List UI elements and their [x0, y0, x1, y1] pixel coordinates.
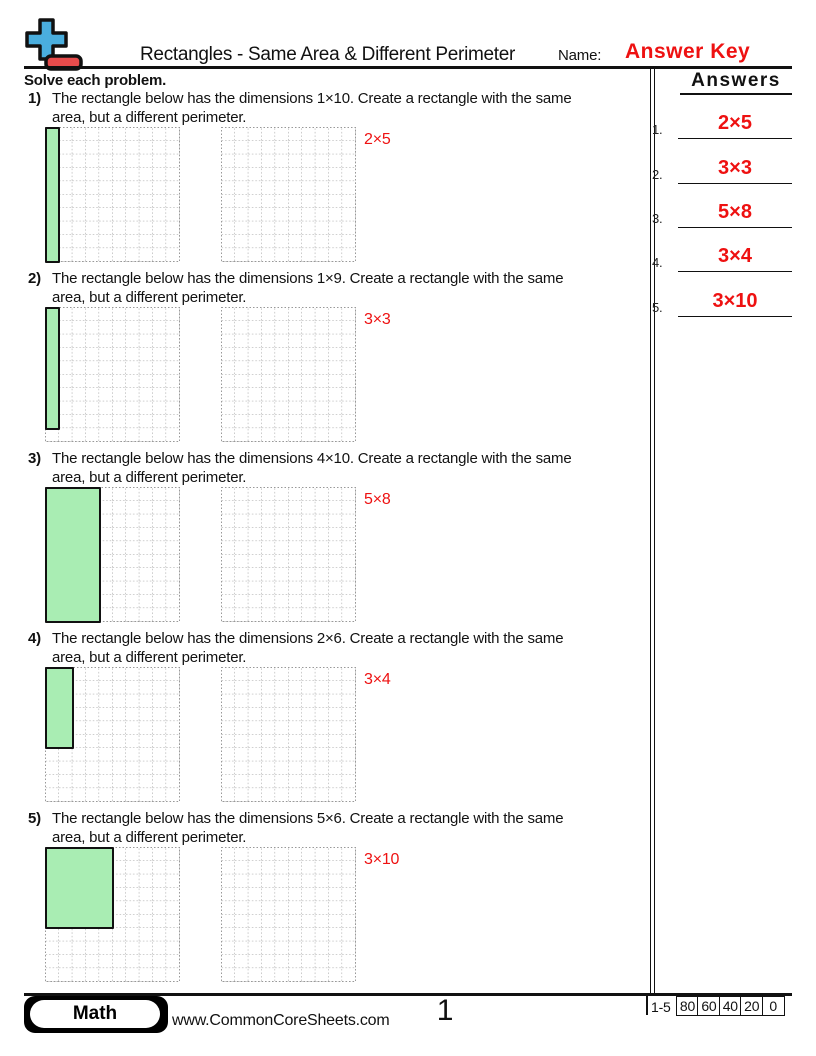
name-label: Name: [558, 47, 602, 64]
dot-grid-workspace[interactable] [221, 667, 357, 803]
given-rectangle [45, 847, 114, 929]
problem-text-line1: The rectangle below has the dimensions 1×10. Create a rectangle with the same [52, 90, 572, 107]
commoncoresheets-logo plus-minus-icon [24, 18, 86, 72]
math-brand-badge [24, 996, 168, 1033]
problem-2 [0, 270, 650, 448]
score-strip-tick [646, 996, 648, 1015]
problem-3 [0, 450, 650, 628]
problem-text-line1: The rectangle below has the dimensions 2×6. Create a rectangle with the same [52, 630, 564, 647]
score-range-label: 1-5 [651, 999, 671, 1015]
score-cell: 80 [676, 996, 699, 1016]
given-rectangle [45, 307, 60, 430]
answer-label: 5×8 [364, 491, 391, 508]
page-title: Rectangles - Same Area & Different Perimeter [140, 44, 516, 65]
given-rectangle [45, 127, 60, 263]
answer-label: 2×5 [364, 131, 391, 148]
dot-grid-given [45, 307, 181, 443]
score-cell: 40 [719, 996, 742, 1016]
problem-number: 2) [28, 270, 41, 287]
problem-text-line1: The rectangle below has the dimensions 1×9. Create a rectangle with the same [52, 270, 564, 287]
score-cell: 20 [740, 996, 763, 1016]
answer-row-number: 5. [652, 300, 663, 315]
problem-4 [0, 630, 650, 808]
problem-text-line2: area, but a different perimeter. [52, 109, 247, 126]
problem-text-line2: area, but a different perimeter. [52, 289, 247, 306]
problem-number: 1) [28, 90, 41, 107]
header-rule [24, 66, 792, 69]
answer-blank-line [678, 271, 792, 272]
problem-5 [0, 810, 650, 988]
answer-row-value: 3×10 [712, 290, 758, 312]
problem-text-line2: area, but a different perimeter. [52, 829, 247, 846]
answers-column-divider [650, 69, 655, 993]
answers-heading: Answers [680, 70, 792, 95]
answer-row-number: 2. [652, 167, 663, 182]
problem-text-line1: The rectangle below has the dimensions 5×6. Create a rectangle with the same [52, 810, 564, 827]
answer-row-value: 5×8 [718, 201, 752, 223]
answer-label: 3×10 [364, 851, 400, 868]
problem-number: 4) [28, 630, 41, 647]
score-cell: 60 [697, 996, 720, 1016]
answer-blank-line [678, 183, 792, 184]
given-rectangle [45, 667, 74, 749]
score-cell: 0 [762, 996, 785, 1016]
dot-grid-given [45, 127, 181, 263]
math-brand-label: Math [30, 1000, 160, 1028]
problem-text-line2: area, but a different perimeter. [52, 469, 247, 486]
score-strip [676, 996, 785, 1016]
problem-1 [0, 90, 650, 268]
answer-row-value: 3×3 [718, 157, 752, 179]
dot-grid-workspace[interactable] [221, 127, 357, 263]
dot-grid-workspace[interactable] [221, 307, 357, 443]
answer-label: 3×3 [364, 311, 391, 328]
answer-row-number: 3. [652, 211, 663, 226]
answer-row-number: 4. [652, 255, 663, 270]
problem-text-line1: The rectangle below has the dimensions 4×10. Create a rectangle with the same [52, 450, 572, 467]
problem-text-line2: area, but a different perimeter. [52, 649, 247, 666]
dot-grid-workspace[interactable] [221, 487, 357, 623]
problem-number: 3) [28, 450, 41, 467]
answer-blank-line [678, 227, 792, 228]
answer-row-number: 1. [652, 122, 663, 137]
answer-row-value: 2×5 [718, 112, 752, 134]
answer-key-text: Answer Key [625, 40, 751, 63]
given-rectangle [45, 487, 101, 623]
website-url: www.CommonCoreSheets.com [172, 1012, 390, 1029]
answer-label: 3×4 [364, 671, 391, 688]
page-number: 1 [436, 994, 454, 1027]
problem-number: 5) [28, 810, 41, 827]
answer-blank-line [678, 138, 792, 139]
answer-blank-line [678, 316, 792, 317]
answer-row-value: 3×4 [718, 245, 752, 267]
dot-grid-workspace[interactable] [221, 847, 357, 983]
instructions: Solve each problem. [24, 72, 167, 89]
